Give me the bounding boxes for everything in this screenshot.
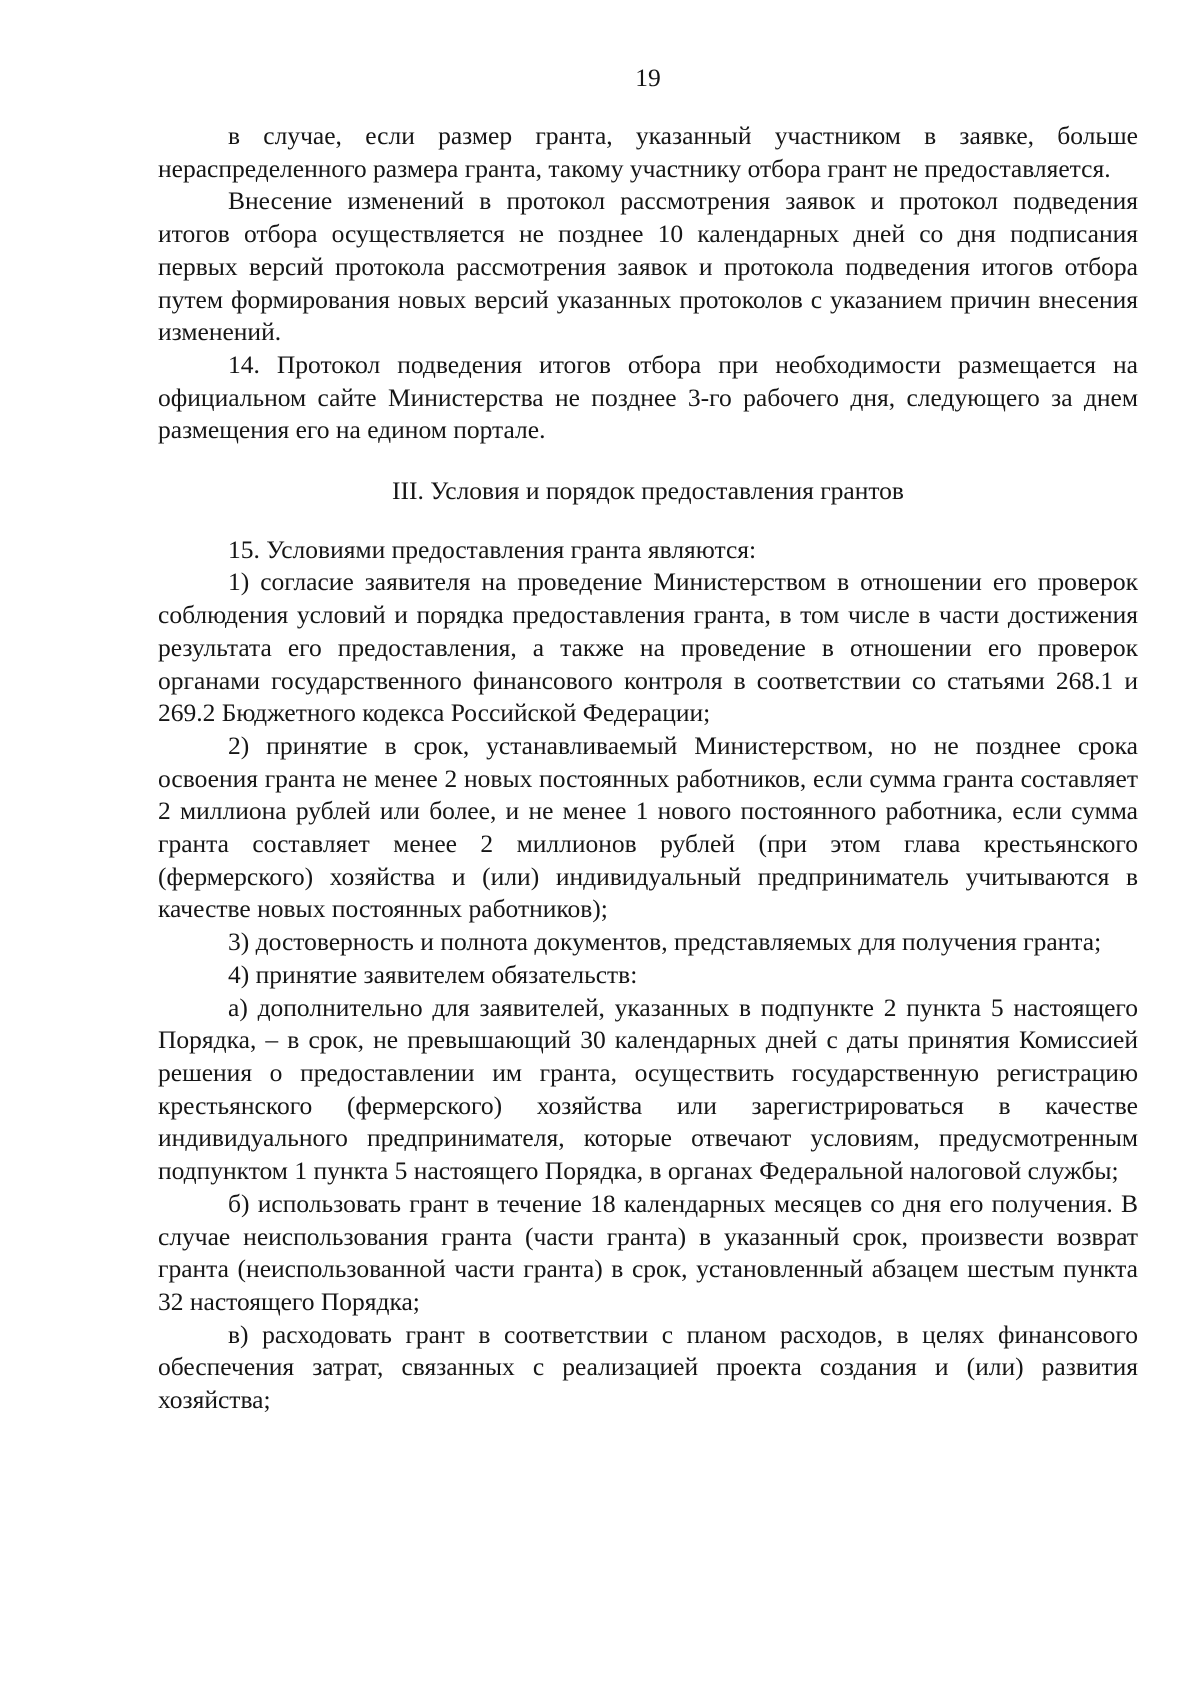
paragraph-condition-3: 3) достоверность и полнота документов, представляемых для получения гранта; xyxy=(228,927,1102,957)
paragraph-condition-1: 1) согласие заявителя на проведение Министерством в отношении его проверок соблюдения условий и порядка предоставления гранта, в том числе в части достижения результата его предоставления, а также на проведение в отношении его проверок органами государственного финансового контроля в соответствии со статьями 268.1 и 269.2 Бюджетного кодекса Российской Федерации; xyxy=(158,567,1138,728)
paragraph-item-14: 14. Протокол подведения итогов отбора при необходимости размещается на официальном сайте Министерства не позднее 3-го рабочего дня, следующего за днем размещения его на едином портале. xyxy=(158,349,1138,445)
paragraph-obligation-b: б) использовать грант в течение 18 календарных месяцев со дня его получения. В случае неиспользования гранта (части гранта) в указанный срок, произвести возврат гранта (неиспользованной части гранта) в срок, установленный абзацем шестым пункта 32 настоящего Порядка; xyxy=(158,1188,1138,1316)
paragraph-obligation-v: в) расходовать грант в соответствии с планом расходов, в целях финансового обеспечения затрат, связанных с реализацией проекта создания и (или) развития хозяйства; xyxy=(158,1319,1138,1415)
paragraph-protocol-amendments: Внесение изменений в протокол рассмотрения заявок и протокол подведения итогов отбора осуществляется не позднее 10 календарных дней со дня подписания первых версий протокола рассмотрения заявок и протокола подведения итогов отбора путем формирования новых версий указанных протоколов с указанием причин внесения изменений. xyxy=(158,186,1138,347)
paragraph-grant-size-condition: в случае, если размер гранта, указанный участником в заявке, больше нераспределенного размера гранта, такому участнику отбора грант не предоставляется. xyxy=(158,121,1138,183)
section-heading-iii: III. Условия и порядок предоставления грантов xyxy=(392,476,904,506)
paragraph-condition-2: 2) принятие в срок, устанавливаемый Министерством, но не позднее срока освоения гранта не менее 2 новых постоянных работников, если сумма гранта составляет 2 миллиона рублей или более, и не менее 1 нового постоянного работника, если сумма гранта составляет менее 2 миллионов рублей (при этом глава крестьянского (фермерского) хозяйства и (или) индивидуальный предприниматель учитываются в качестве новых постоянных работников); xyxy=(158,730,1138,924)
page-number: 19 xyxy=(635,63,661,92)
paragraph-item-15: 15. Условиями предоставления гранта являются: xyxy=(228,534,757,564)
paragraph-condition-4: 4) принятие заявителем обязательств: xyxy=(228,959,638,989)
paragraph-obligation-a: а) дополнительно для заявителей, указанных в подпункте 2 пункта 5 настоящего Порядка, – в срок, не превышающий 30 календарных дней с даты принятия Комиссией решения о предоставлении им гранта, осуществить государственную регистрацию крестьянского (фермерского) хозяйства или зарегистрироваться в качестве индивидуального предпринимателя, которые отвечают условиям, предусмотренным подпунктом 1 пункта 5 настоящего Порядка, в органах Федеральной налоговой службы; xyxy=(158,992,1138,1186)
